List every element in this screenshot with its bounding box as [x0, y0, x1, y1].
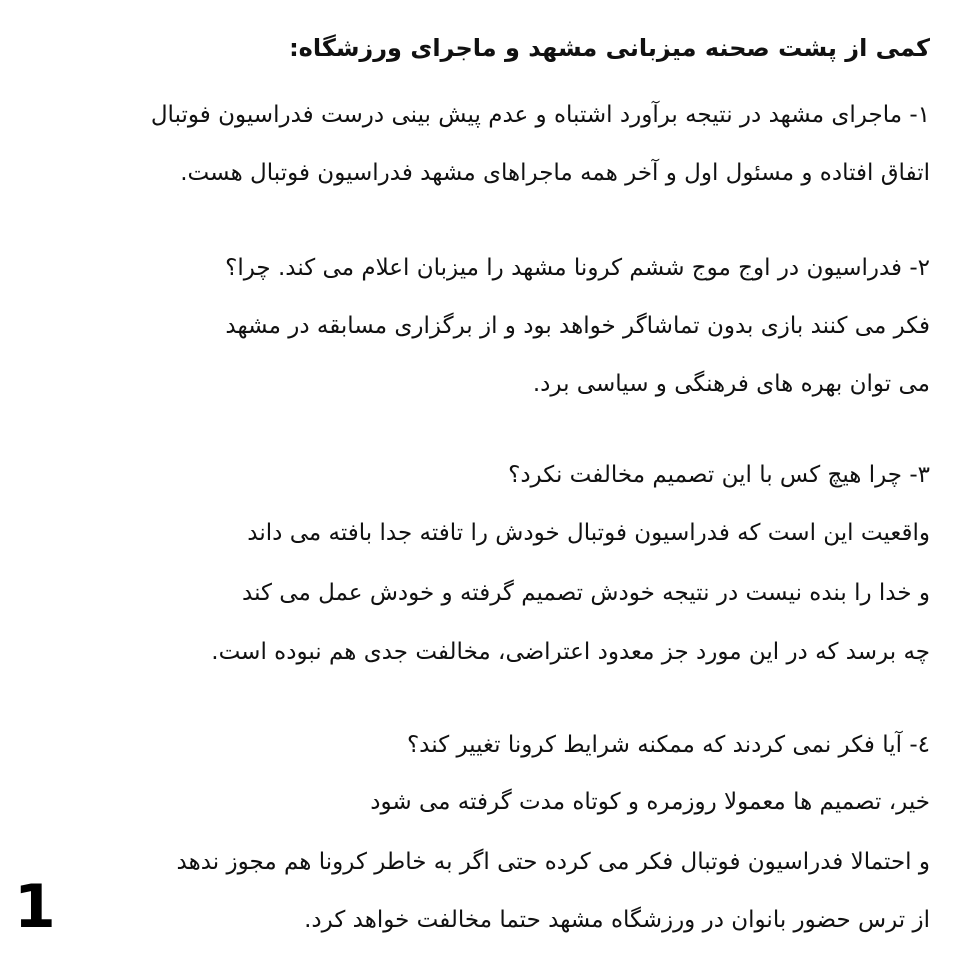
paragraph-3-line-4: چه برسد که در این مورد جز معدود اعتراضی، مخالفت جدی هم نبوده است.	[211, 639, 930, 665]
page-number: 1	[14, 872, 56, 942]
paragraph-2-line-3: می توان بهره های فرهنگی و سیاسی برد.	[532, 371, 930, 397]
paragraph-1-line-2: اتفاق افتاده و مسئول اول و آخر همه ماجراهای مشهد فدراسیون فوتبال هست.	[180, 160, 930, 186]
paragraph-3-line-1: ۳- چرا هیچ کس با این تصمیم مخالفت نکرد؟	[508, 462, 930, 488]
document-title: کمی از پشت صحنه میزبانی مشهد و ماجرای ورزشگاه:	[289, 34, 930, 62]
paragraph-2-line-2: فکر می کنند بازی بدون تماشاگر خواهد بود و از برگزاری مسابقه در مشهد	[225, 313, 930, 339]
paragraph-4-line-2: خیر، تصمیم ها معمولا روزمره و کوتاه مدت گرفته می شود	[370, 789, 930, 815]
paragraph-3-line-3: و خدا را بنده نیست در نتیجه خودش تصمیم گرفته و خودش عمل می کند	[242, 580, 930, 606]
paragraph-4-line-1: ٤- آیا فکر نمی کردند که ممکنه شرایط کرونا تغییر کند؟	[406, 732, 930, 758]
paragraph-3-line-2: واقعیت این است که فدراسیون فوتبال خودش را تافته جدا بافته می داند	[247, 520, 930, 546]
paragraph-4-line-3: و احتمالا فدراسیون فوتبال فکر می کرده حتی اگر به خاطر کرونا هم مجوز ندهد	[176, 849, 930, 875]
paragraph-2-line-1: ۲- فدراسیون در اوج موج ششم کرونا مشهد را میزبان اعلام می کند. چرا؟	[225, 255, 930, 281]
paragraph-1-line-1: ۱- ماجرای مشهد در نتیجه برآورد اشتباه و عدم پیش بینی درست فدراسیون فوتبال	[150, 102, 930, 128]
paragraph-4-line-4: از ترس حضور بانوان در ورزشگاه مشهد حتما مخالفت خواهد کرد.	[304, 907, 930, 933]
